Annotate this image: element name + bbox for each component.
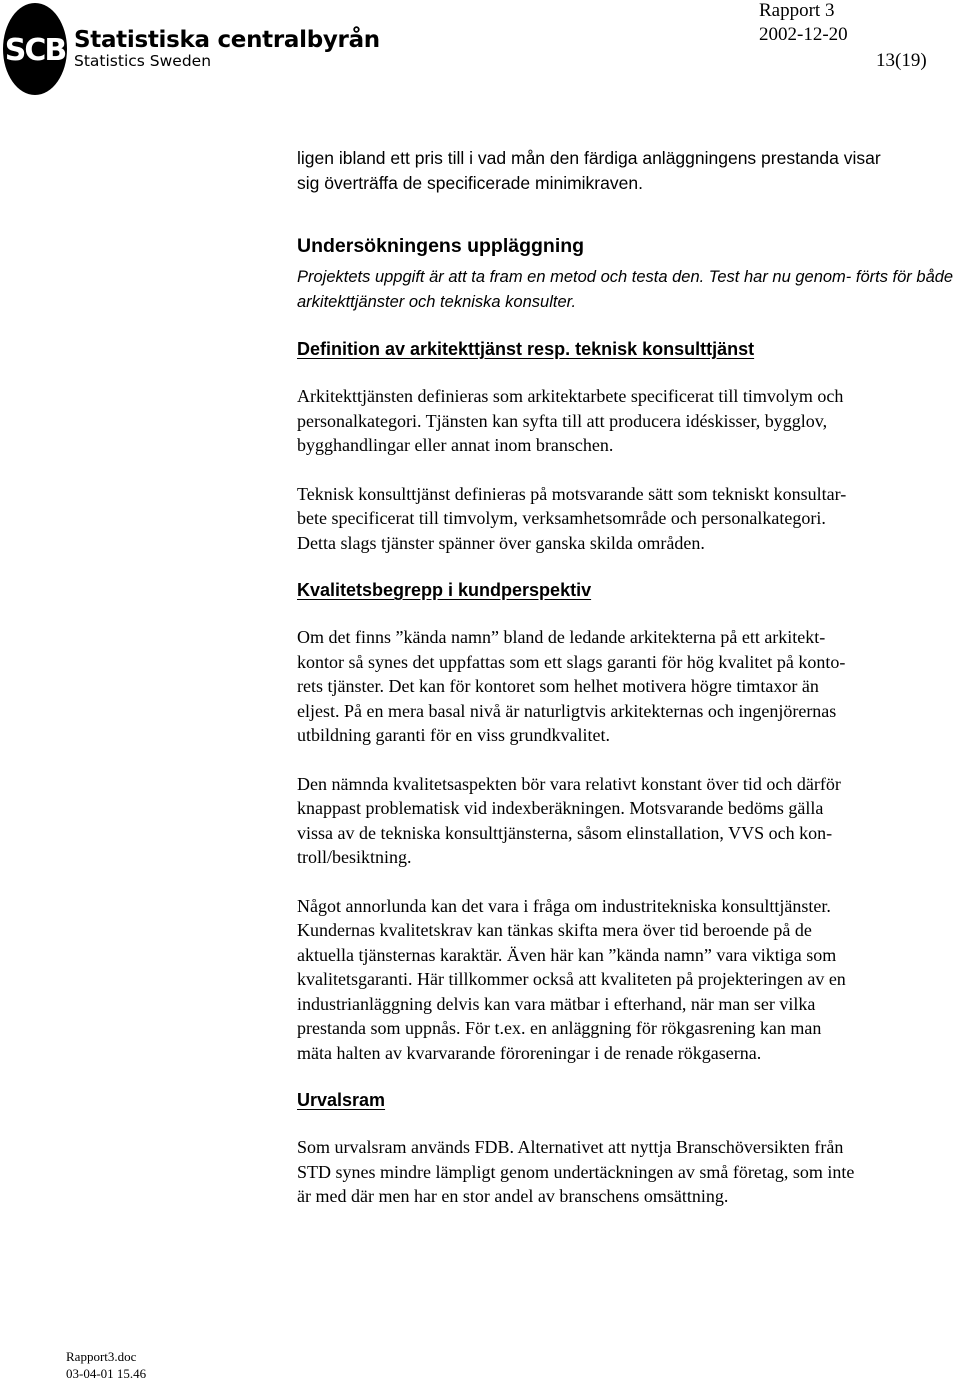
paragraph-architect-definition: Arkitekttjänsten definieras som arkitektarbete specificerat till timvolym och personalkategori. Tjänsten kan syfta till att producera idéskisser, bygglov, bygghandlingar eller annat inom branschen. bbox=[297, 386, 844, 455]
subheading-sampling-frame: Urvalsram bbox=[297, 1090, 386, 1110]
page-number: 13(19) bbox=[876, 50, 927, 71]
section-heading-survey-design: Undersökningens uppläggning bbox=[297, 235, 585, 257]
footer-timestamp: 03-04-01 15.46 bbox=[66, 1366, 147, 1381]
footer-filename: Rapport3.doc bbox=[66, 1349, 137, 1364]
paragraph-technical-definition: Teknisk konsulttjänst definieras på motsvarande sätt som tekniskt konsultar- bete specificerat till timvolym, verksamhetsområde och personalkategori. Detta slags tjänster spänner över ganska skilda områden. bbox=[297, 483, 847, 553]
report-date: 2002-12-20 bbox=[759, 24, 848, 45]
paragraph-sampling-frame: Som urvalsram används FDB. Alternativet att nyttja Branschöversikten från STD synes mindre lämpligt genom undertäckningen av små företag, som inte är med där men har en stor andel av branschens omsättning. bbox=[297, 1137, 855, 1206]
brand-name: Statistiska centralbyrån bbox=[74, 27, 380, 53]
report-label: Rapport 3 bbox=[759, 0, 835, 21]
paragraph-quality-aspect: Den nämnda kvalitetsaspekten bör vara relativt konstant över tid och därför knappast problematisk vid indexberäkningen. Motsvarande bedöms gälla vissa av de tekniska konsulttjänsterna, såsom elinstallation, VVS och kon- troll/besiktning. bbox=[297, 773, 841, 867]
scb-logo-icon bbox=[2, 2, 68, 96]
document-body bbox=[297, 146, 957, 1209]
intro-paragraph: ligen ibland ett pris till i vad mån den färdiga anläggningens prestanda visar sig överträffa de specificerade minimikraven. bbox=[297, 148, 881, 193]
brand-subtitle: Statistics Sweden bbox=[74, 52, 212, 70]
svg-text:SCB: SCB bbox=[4, 33, 66, 68]
subheading-quality-concept: Kvalitetsbegrepp i kundperspektiv bbox=[297, 580, 592, 600]
paragraph-industrial-consulting: Något annorlunda kan det vara i fråga om industritekniska konsulttjänster. Kundernas kvalitetskrav kan tänkas skifta mera över tid beroende på de aktuella tjänsternas karaktär. Även här kan ”kända namn” vara viktiga som kvalitetsgaranti. Här tillkommer också att kvaliteten på projekteringen av en industrianläggning delvis kan vara mätbar i efterhand, när man ser vilka prestanda som uppnås. För t.ex. en anläggning för rökgasrening kan man mäta halten av kvarvarande föroreningar i de renade rökgaserna. bbox=[297, 895, 846, 1063]
section-lead-paragraph: Projektets uppgift är att ta fram en metod och testa den. Test har nu genom- förts för både arkitekttjänster och tekniska konsulter. bbox=[297, 268, 954, 311]
page-footer bbox=[66, 1348, 146, 1382]
paragraph-known-names: Om det finns ”kända namn” bland de ledande arkitekterna på ett arkitekt- kontor så synes det uppfattas som ett slags garanti för hög kvalitet på konto- rets tjänster. Det kan för kontoret som helhet motivera högre timtaxor än eljest. På en mera basal nivå är naturligtvis arkitekternas och ingenjörernas utbildning garanti för en viss grundkvalitet. bbox=[297, 627, 846, 745]
subheading-definition: Definition av arkitekttjänst resp. teknisk konsulttjänst bbox=[297, 339, 755, 359]
